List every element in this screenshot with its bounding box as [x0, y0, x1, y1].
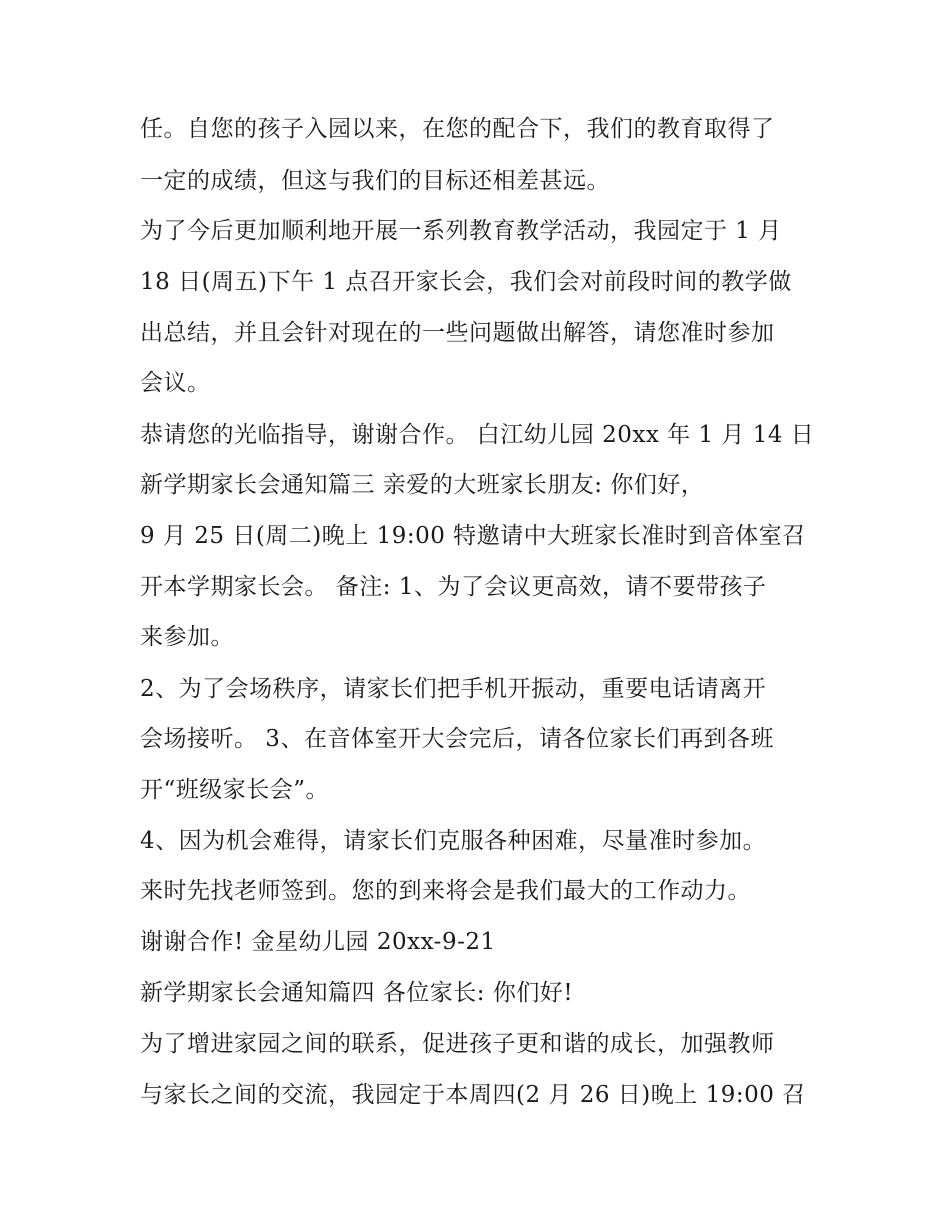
text-line: 18 日(周五)下午 1 点召开家长会，我们会对前段时间的教学做 — [140, 269, 792, 295]
text-line: 会场接听。 3、在音体室开大会完后，请各位家长们再到各班 — [140, 726, 774, 752]
text-line: 开本学期家长会。 备注: 1、为了会议更高效，请不要带孩子 — [140, 574, 767, 600]
text-line: 谢谢合作! 金星幼儿园 20xx-9-21 — [140, 929, 496, 955]
text-line: 出总结，并且会针对现在的一些问题做出解答，请您准时参加 — [140, 320, 775, 346]
text-line: 9 月 25 日(周二)晚上 19:00 特邀请中大班家长准时到音体室召 — [140, 523, 806, 549]
text-line: 为了今后更加顺利地开展一系列教育教学活动，我园定于 1 月 — [140, 218, 782, 244]
text-line: 2、为了会场秩序，请家长们把手机开振动，重要电话请离开 — [140, 676, 767, 702]
text-line: 与家长之间的交流，我园定于本周四(2 月 26 日)晚上 19:00 召 — [140, 1082, 806, 1108]
text-line: 来时先找老师签到。您的到来将会是我们最大的工作动力。 — [140, 878, 751, 904]
text-line: 4、因为机会难得，请家长们克服各种困难，尽量准时参加。 — [140, 828, 767, 854]
text-line: 为了增进家园之间的联系，促进孩子更和谐的成长，加强教师 — [140, 1031, 775, 1057]
text-line: 任。自您的孩子入园以来，在您的配合下，我们的教育取得了 — [140, 116, 775, 142]
text-line: 新学期家长会通知篇三 亲爱的大班家长朋友: 你们好， — [140, 472, 705, 498]
text-line: 来参加。 — [140, 624, 234, 650]
text-line: 开“班级家长会”。 — [140, 777, 330, 803]
text-line: 一定的成绩，但这与我们的目标还相差甚远。 — [140, 168, 610, 194]
text-line: 会议。 — [140, 370, 211, 396]
text-line: 恭请您的光临指导，谢谢合作。 白江幼儿园 20xx 年 1 月 14 日 — [140, 422, 815, 448]
text-line: 新学期家长会通知篇四 各位家长: 你们好! — [140, 980, 574, 1006]
